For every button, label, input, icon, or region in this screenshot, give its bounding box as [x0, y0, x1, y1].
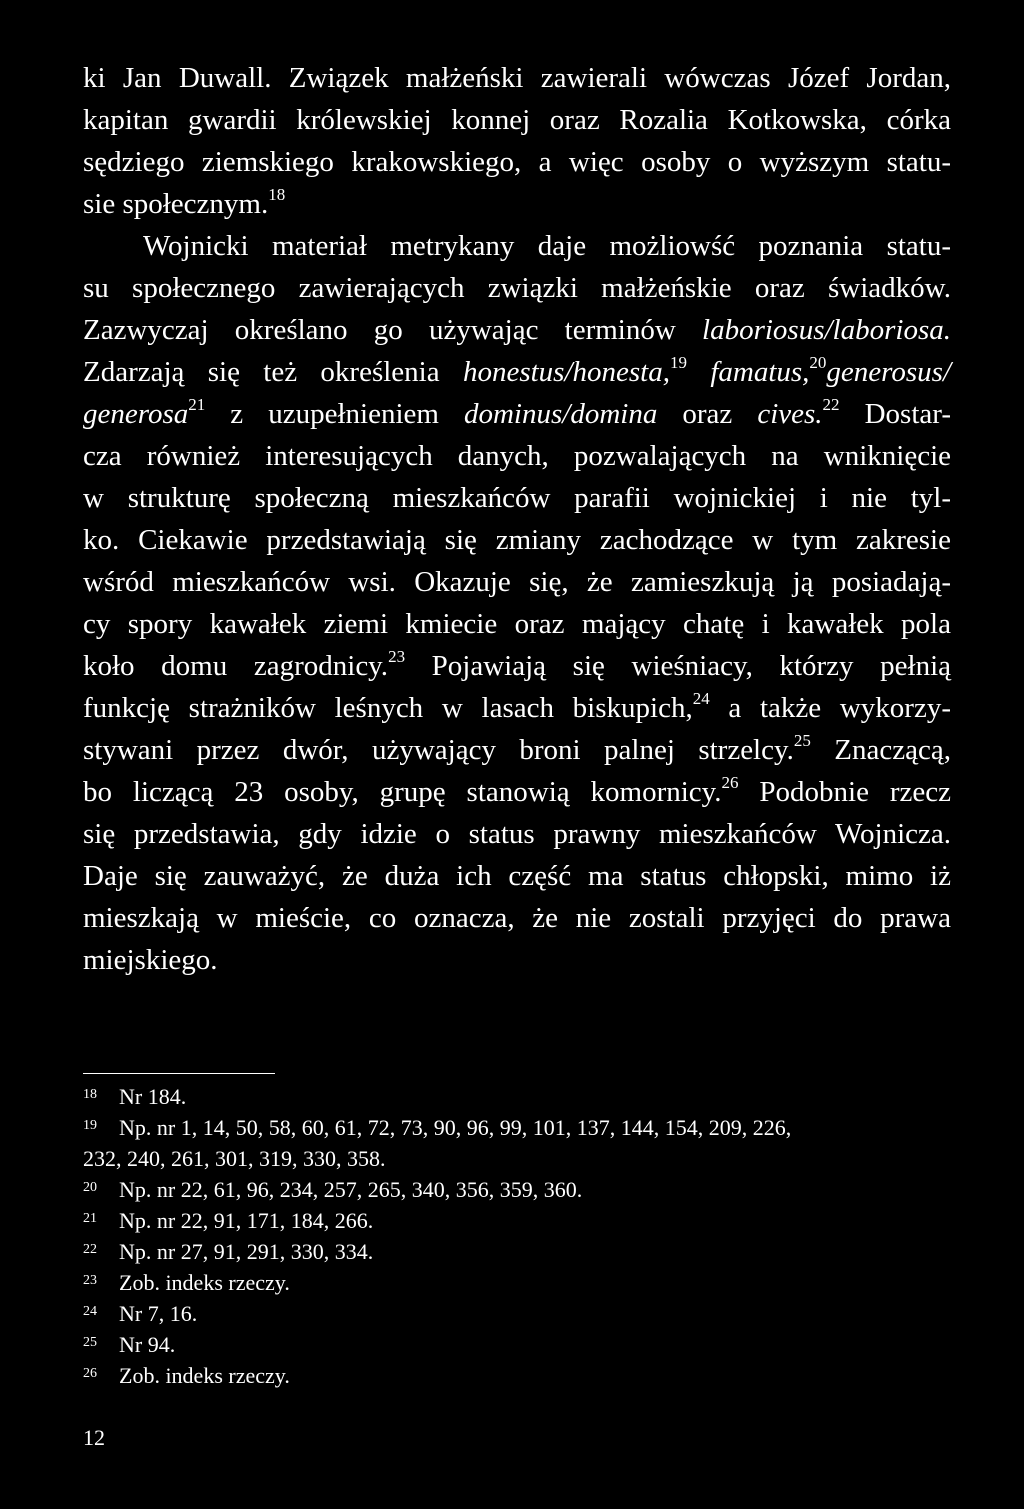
text-span: Dostar-: [839, 398, 951, 430]
text-span: Znaczącą,: [810, 734, 951, 766]
footnote-number: 21: [83, 1211, 97, 1226]
footnote-23: [83, 1268, 290, 1298]
footnote-number: 23: [83, 1273, 97, 1288]
footnote-18: [83, 1082, 186, 1112]
text-span: oraz: [657, 398, 758, 430]
footnote-ref: 20: [809, 353, 827, 373]
footnote-24: [83, 1299, 197, 1329]
footnote-text: Nr 7, 16.: [119, 1301, 198, 1326]
text-span: koło domu zagrodnicy.: [83, 650, 389, 682]
text-line: wśród mieszkańców wsi. Okazuje się, że zamieszkują ją posiadają-: [83, 566, 951, 598]
text-span: Pojawiają się wieśniacy, którzy pełnią: [405, 650, 952, 682]
text-line: Wojnicki materiał metrykany daje możliowść poznania statu-: [143, 230, 951, 262]
text-line: miejskiego.: [83, 944, 218, 976]
footnote-text: Np. nr 22, 91, 171, 184, 266.: [119, 1208, 374, 1233]
footnote-text: Np. nr 27, 91, 291, 330, 334.: [119, 1239, 374, 1264]
footnote-ref: 26: [721, 773, 739, 793]
footnote-21: [83, 1206, 373, 1236]
footnote-text: Nr 94.: [119, 1332, 176, 1357]
text-line: w strukturę społeczną mieszkańców parafii wojnickiej i nie tyl-: [83, 482, 951, 514]
footnote-number: 25: [83, 1335, 97, 1350]
footnote-ref: 18: [268, 185, 286, 205]
latin-term: laboriosus/laboriosa.: [702, 314, 951, 346]
text-span: funkcję strażników leśnych w lasach biskupich,: [83, 692, 693, 724]
text-line: sędziego ziemskiego krakowskiego, a więc osoby o wyższym statu-: [83, 146, 951, 178]
text-span: z uzupełnieniem: [205, 398, 464, 430]
text-line: [83, 184, 285, 224]
latin-term: generosa: [83, 398, 189, 430]
footnote-20: [83, 1175, 582, 1205]
text-line: cy spory kawałek ziemi kmiecie oraz mający chatę i kawałek pola: [83, 608, 951, 640]
text-line: [83, 352, 951, 392]
text-line: ko. Ciekawie przedstawiają się zmiany zachodzące w tym zakresie: [83, 524, 951, 556]
text-span: Zdarzają się też określenia: [83, 356, 463, 388]
latin-term: generosus/: [826, 356, 952, 388]
footnote-19-continuation: 232, 240, 261, 301, 319, 330, 358.: [83, 1146, 386, 1171]
text-line: cza również interesujących danych, pozwalających na wniknięcie: [83, 440, 951, 472]
text-line: kapitan gwardii królewskiej konnej oraz Rozalia Kotkowska, córka: [83, 104, 951, 136]
text-span: sie społecznym.: [83, 188, 269, 220]
text-line: się przedstawia, gdy idzie o status prawny mieszkańców Wojnicza.: [83, 818, 951, 850]
footnote-ref: 23: [388, 647, 406, 667]
footnote-26: [83, 1361, 290, 1391]
text-line: [83, 310, 951, 350]
text-line: [83, 688, 951, 728]
text-span: a także wykorzy-: [709, 692, 951, 724]
text-line: su społecznego zawierających związki małżeńskie oraz świadków.: [83, 272, 951, 304]
footnote-number: 18: [83, 1087, 97, 1102]
footnote-19: [83, 1113, 791, 1143]
text-line: [83, 772, 951, 812]
text-line: [83, 394, 951, 434]
latin-term: cives.: [757, 398, 823, 430]
footnote-22: [83, 1237, 373, 1267]
footnote-number: 19: [83, 1118, 97, 1133]
footnote-number: 22: [83, 1242, 97, 1257]
text-line: [83, 646, 951, 686]
footnote-ref: 19: [669, 353, 687, 373]
page-number: 12: [83, 1425, 105, 1450]
footnote-number: 24: [83, 1304, 97, 1319]
text-line: Daje się zauważyć, że duża ich część ma status chłopski, mimo iż: [83, 860, 951, 892]
footnote-text: Np. nr 1, 14, 50, 58, 60, 61, 72, 73, 90, 96, 99, 101, 137, 144, 154, 209, 226,: [119, 1115, 792, 1140]
footnote-text: Nr 184.: [119, 1084, 187, 1109]
latin-term: famatus,: [710, 356, 810, 388]
footnote-ref: 24: [692, 689, 710, 709]
footnote-ref: 22: [822, 395, 840, 415]
text-span: Podobnie rzecz: [738, 776, 952, 808]
latin-term: honestus/honesta,: [462, 356, 670, 388]
text-line: ki Jan Duwall. Związek małżeński zawierali wówczas Józef Jordan,: [83, 62, 951, 94]
text-span: bo liczącą 23 osoby, grupę stanowią komornicy.: [83, 776, 722, 808]
text-line: [83, 730, 951, 770]
footnote-ref: 21: [188, 395, 206, 415]
latin-term: dominus/domina: [463, 398, 658, 430]
footnote-text: Zob. indeks rzeczy.: [119, 1363, 290, 1388]
footnote-divider: [83, 1073, 275, 1074]
footnote-ref: 25: [793, 731, 811, 751]
footnote-number: 20: [83, 1180, 97, 1195]
footnote-text: Np. nr 22, 61, 96, 234, 257, 265, 340, 356, 359, 360.: [119, 1177, 583, 1202]
footnote-number: 26: [83, 1366, 97, 1381]
footnote-text: Zob. indeks rzeczy.: [119, 1270, 290, 1295]
footnote-25: [83, 1330, 175, 1360]
text-span: stywani przez dwór, używający broni palnej strzelcy.: [83, 734, 794, 766]
text-span: Zazwyczaj określano go używając terminów: [83, 314, 703, 346]
text-line: mieszkają w mieście, co oznacza, że nie zostali przyjęci do prawa: [83, 902, 951, 934]
